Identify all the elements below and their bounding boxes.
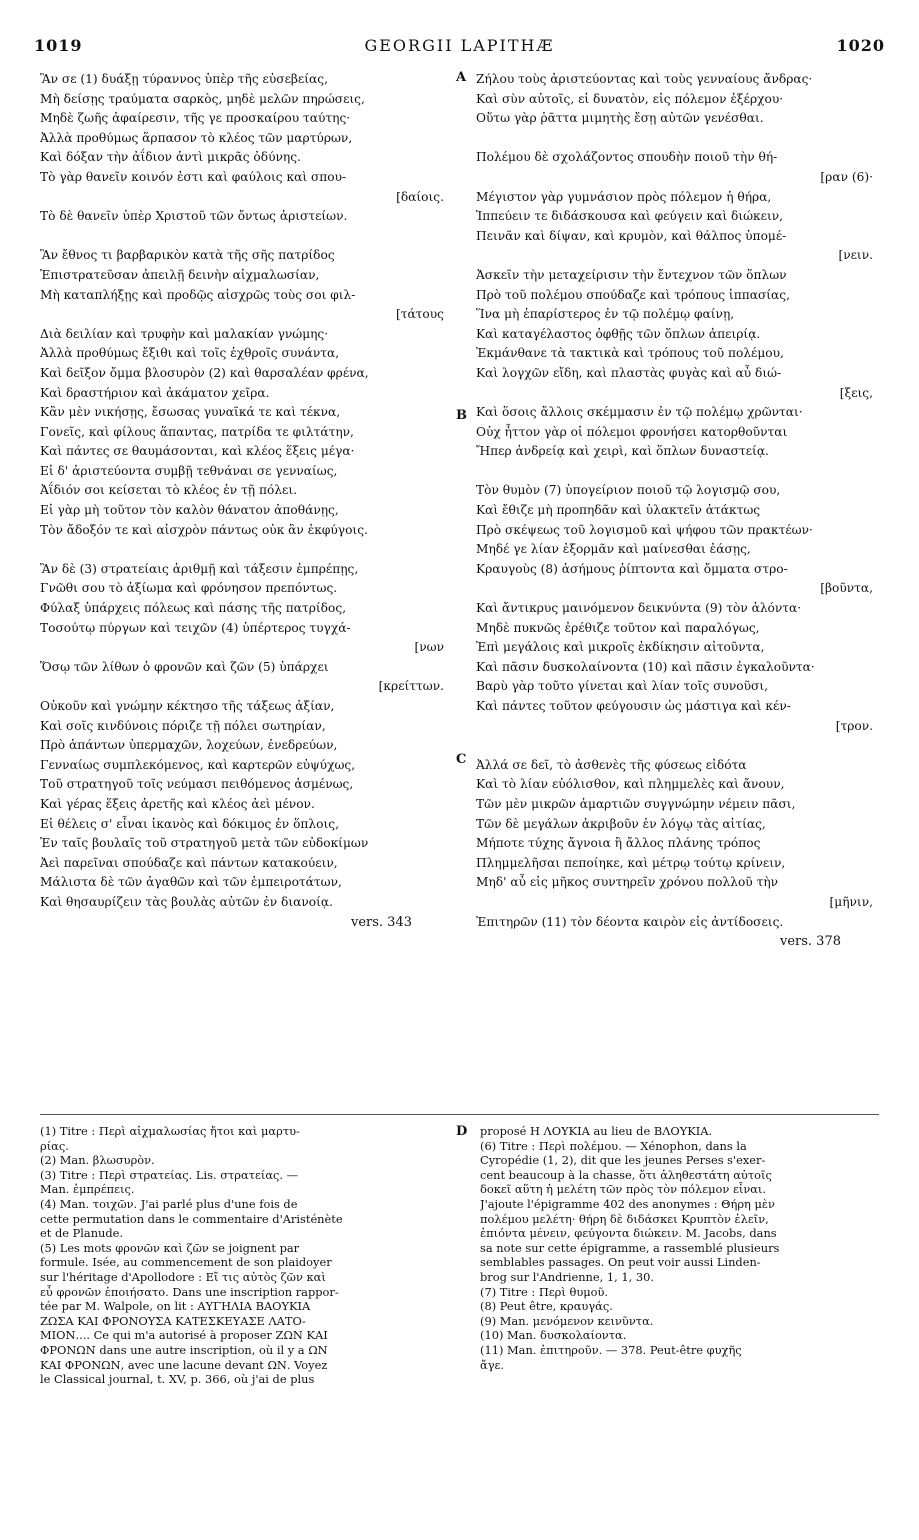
- verse-line: Καὶ θησαυρίζειν τὰς βουλὰς αὐτῶν ἐν διανοίᾳ.: [40, 894, 334, 909]
- verse-line: Κἂν μὲν νικήσῃς, ἔσωσας γυναῖκά τε καὶ τέκνα,: [40, 405, 341, 420]
- footnote-line: sur l'héritage d'Apollodore : Εἴ τις αὐτὸς ζῶν καὶ: [40, 1269, 326, 1284]
- left-verse-column: [40, 70, 452, 932]
- verse-line: Ἵνα μὴ ἐπαρίστερος ἐν τῷ πολέμῳ φαίνῃ,: [476, 307, 735, 322]
- page-number-left: 1019: [34, 36, 83, 55]
- verse-line: Καὶ γέρας ἕξεις ἀρετῆς καὶ κλέος ἀεὶ μένον.: [40, 796, 315, 811]
- verse-line: Τῶν μὲν μικρῶν ἁμαρτιῶν συγγνώμην νέμειν πᾶσι,: [476, 796, 796, 811]
- verse-line: Μηδὲ ζωῆς ἀφαίρεσιν, τῆς γε προσκαίρου ταύτης·: [40, 111, 351, 126]
- footnote-line: (7) Titre : Περὶ θυμοῦ.: [480, 1284, 609, 1299]
- stanza: [40, 246, 452, 305]
- verse-line: Μηδέ γε λίαν ἐξορμᾶν καὶ μαίνεσθαι ἐάσῃς,: [476, 542, 751, 557]
- verse-line: Τοῦ στρατηγοῦ τοῖς νεύμασι πειθόμενος ἀσμένως,: [40, 777, 354, 792]
- verse-line: Ἐπιστρατεῦσαν ἀπειλῇ δεινὴν αἰχμαλωσίαν,: [40, 267, 320, 282]
- footnote-line: δοκεῖ αὕτη ἡ μελέτη τῶν πρὸς τὸν πόλεμον εἶναι.: [480, 1182, 767, 1197]
- stanza: [40, 658, 452, 678]
- running-title: GEORGII LAPITHÆ: [364, 36, 555, 55]
- line-continuation: [νων: [414, 640, 444, 655]
- line-continuation: [τρον.: [835, 718, 873, 733]
- verse-line: Ἀεὶ παρεῖναι σπούδαζε καὶ πάντων κατακούειν,: [40, 855, 338, 870]
- verse-line: Ζήλου τοὺς ἀριστεύοντας καὶ τοὺς γενναίους ἄνδρας·: [476, 72, 813, 86]
- stanza: [476, 913, 881, 933]
- stanza: [476, 266, 881, 384]
- verse-line: Πρὸ σκέψεως τοῦ λογισμοῦ καὶ ψήφου τῶν πρακτέων·: [476, 522, 813, 537]
- verse-line: Μηδ' αὖ εἰς μῆκος συντηρεῖν χρόνου πολλοῦ τὴν: [476, 875, 779, 890]
- footnote-line: formule. Isée, au commencement de son plaidoyer: [40, 1255, 332, 1270]
- verse-line: Βαρὺ γὰρ τοῦτο γίνεται καὶ λίαν τοῖς συνοῦσι,: [476, 679, 768, 694]
- footnote-line: (5) Les mots φρονῶν καὶ ζῶν se joignent par: [40, 1240, 300, 1255]
- footnote-line: J'ajoute l'épigramme 402 des anonymes : Θήρη μὲν: [480, 1196, 775, 1211]
- footnote-line: ΖΩΣΑ ΚΑΙ ΦΡΟΝΟΥΣΑ ΚΑΤΕΣΚΕΥΑΣΕ ΛΑΤΟ-: [40, 1313, 306, 1328]
- footnote-line: (9) Man. μενόμενον κεινῦντα.: [480, 1313, 654, 1328]
- verse-line: Καὶ πᾶσιν δυσκολαίνοντα (10) καὶ πᾶσιν ἐγκαλοῦντα·: [476, 659, 815, 674]
- line-continuation: [κρείττων.: [378, 679, 444, 694]
- footnote-line: Cyropédie (1, 2), dit que les jeunes Perses s'exer-: [480, 1153, 766, 1168]
- margin-letter-b: B: [456, 408, 467, 423]
- footnote-line: et de Planude.: [40, 1226, 124, 1241]
- verse-line: Ἀλλὰ προθύμως ἅρπασον τὸ κλέος τῶν μαρτύρων,: [40, 130, 353, 145]
- verse-line: Πρὸ τοῦ πολέμου σπούδαζε καὶ τρόπους ἱππασίας,: [476, 287, 790, 302]
- footnote-line: tée par M. Walpole, on lit : ΑΥΓΗΛΙΑ ΒΑΟΥΚΙΑ: [40, 1299, 311, 1314]
- verse-line: Εἰ γὰρ μὴ τοῦτον τὸν καλὸν θάνατον ἀποθάνῃς,: [40, 503, 339, 518]
- verse-line: Ἱππεύειν τε διδάσκουσα καὶ φεύγειν καὶ διώκειν,: [476, 209, 784, 224]
- footnote-line: (3) Titre : Περὶ στρατείας. Lis. στρατείας. —: [40, 1167, 299, 1182]
- line-continuation: [τάτους: [395, 307, 444, 322]
- verse-line: Καὶ πάντες τοῦτον φεύγουσιν ὡς μάστιγα καὶ κέν-: [476, 699, 791, 713]
- running-header: [34, 36, 885, 62]
- verse-line: Ἐπὶ μεγάλοις καὶ μικροῖς ἐκδίκησιν αἰτοῦντα,: [476, 640, 765, 655]
- line-continuation: [ξεις,: [839, 385, 873, 400]
- footnote-line: cette permutation dans le commentaire d'Aristénète: [40, 1211, 343, 1226]
- verse-line: Πεινᾶν καὶ δίψαν, καὶ κρυμὸν, καὶ θάλπος ὑπομέ-: [476, 228, 787, 243]
- stanza: [476, 148, 881, 168]
- verse-line: Οὕτω γὰρ ῥᾶττα μιμητὴς ἔσῃ αὐτῶν γενέσθαι.: [476, 111, 764, 126]
- footnote-line: Man. ἐμπρέπεις.: [40, 1182, 135, 1197]
- verse-line: Τοσούτῳ πύργων καὶ τειχῶν (4) ὑπέρτερος τυγχά-: [40, 620, 351, 635]
- stanza: [476, 481, 881, 579]
- stanza: [40, 697, 452, 913]
- line-continuation: [νειν.: [838, 248, 873, 263]
- verse-line: Καὶ δόξαν τὴν ἀΐδιον ἀντὶ μικρᾶς ὀδύνης.: [40, 150, 301, 165]
- verse-line: Πρὸ ἁπάντων ὑπερμαχῶν, λοχεύων, ἐνεδρεύων,: [40, 738, 338, 753]
- verse-line: Καὶ ὅσοις ἄλλοις σκέμμασιν ἐν τῷ πολέμῳ χρῶνται·: [476, 405, 803, 420]
- verse-line: Ἂν σε (1) δυάξῃ τύραννος ὑπὲρ τῆς εὐσεβείας,: [40, 72, 328, 86]
- verse-line: Πλημμελῆσαι πεποίηκε, καὶ μέτρῳ τούτῳ κρίνειν,: [476, 855, 786, 870]
- verse-line: Τὸν ἄδοξόν τε καὶ αἰσχρὸν πάντως οὐκ ἂν ἐκφύγοις.: [40, 522, 368, 537]
- verse-line: Πολέμου δὲ σχολάζοντος σπουδὴν ποιοῦ τὴν θή-: [476, 150, 778, 165]
- footnote-line: εὖ φρονῶν ἐποιήσατο. Dans une inscription rappor-: [40, 1284, 339, 1299]
- verse-line: Καὶ τὸ λίαν εὐόλισθον, καὶ πλημμελὲς καὶ ἄνουν,: [476, 777, 785, 792]
- margin-letter-a: A: [456, 70, 467, 85]
- verse-line: Καὶ δεῖξον ὄμμα βλοσυρὸν (2) καὶ θαρσαλέαν φρένα,: [40, 365, 369, 380]
- verse-line: Καὶ σὺν αὐτοῖς, εἰ δυνατὸν, εἰς πόλεμον ἐξέρχου·: [476, 91, 784, 106]
- footnote-line: (1) Titre : Περὶ αἰχμαλωσίας ἤτοι καὶ μαρτυ-: [40, 1124, 300, 1138]
- verse-line: Ὅσῳ τῶν λίθων ὁ φρονῶν καὶ ζῶν (5) ὑπάρχει: [40, 659, 329, 674]
- right-verse-column: [476, 70, 881, 952]
- verse-line: Οὐχ ἧττον γὰρ οἱ πόλεμοι φρονήσει κατορθοῦνται: [476, 424, 788, 439]
- stanza: [476, 188, 881, 247]
- verse-line: Εἰ δ' ἀριστεύοντα συμβῇ τεθνάναι σε γενναίως,: [40, 463, 338, 478]
- stanza: [476, 70, 881, 129]
- stanza: [476, 403, 881, 462]
- verse-number: vers. 378: [779, 934, 841, 950]
- verse-line: Γνῶθι σου τὸ ἀξίωμα καὶ φρόνησον πρεπόντως.: [40, 581, 338, 596]
- footnote-line: le Classical journal, t. XV, p. 366, où j'ai de plus: [40, 1372, 315, 1387]
- line-continuation: [βοῦντα,: [820, 581, 873, 596]
- footnotes-left: [40, 1124, 460, 1387]
- footnote-line: ΦΡΟΝΩΝ dans une autre inscription, où il y a ΩΝ: [40, 1342, 328, 1357]
- verse-line: Καὶ ἄντικρυς μαινόμενον δεικνύντα (9) τὸν ἀλόντα·: [476, 601, 802, 616]
- verse-line: Ἀλλά σε δεῖ, τὸ ἀσθενὲς τῆς φύσεως εἰδότα: [476, 757, 747, 772]
- verse-line: Τῶν δὲ μεγάλων ἀκριβοῦν ἐν λόγῳ τὰς αἰτίας,: [476, 816, 766, 831]
- footnote-line: (4) Man. τοιχῶν. J'ai parlé plus d'une fois de: [40, 1196, 298, 1211]
- verse-line: Διὰ δειλίαν καὶ τρυφὴν καὶ μαλακίαν γνώμης·: [40, 326, 329, 341]
- verse-line: Μάλιστα δὲ τῶν ἀγαθῶν καὶ τῶν ἐμπειροτάτων,: [40, 875, 342, 890]
- footnote-line: ΚΑΙ ΦΡΟΝΩΝ, avec une lacune devant ΩΝ. Voyez: [40, 1357, 328, 1372]
- line-continuation: [ραν (6)·: [820, 169, 873, 184]
- verse-line: Ἐκμάνθανε τὰ τακτικὰ καὶ τρόπους τοῦ πολέμου,: [476, 346, 784, 361]
- verse-line: Καὶ πάντες σε θαυμάσονται, καὶ κλέος ἕξεις μέγα·: [40, 444, 355, 459]
- footnote-line: ρίας.: [40, 1138, 69, 1153]
- verse-line: Καὶ λογχῶν εἴδη, καὶ πλαστὰς φυγὰς καὶ αὖ διώ-: [476, 365, 782, 380]
- stanza: [40, 70, 452, 188]
- footnote-line: sa note sur cette épigramme, a rassemblé plusieurs: [480, 1240, 780, 1255]
- line-continuation: [μῆνιν,: [829, 894, 873, 909]
- verse-line: Κραυγοὺς (8) ἀσήμους ῥίπτοντα καὶ ὄμματα στρο-: [476, 561, 788, 576]
- page-number-right: 1020: [836, 36, 885, 55]
- footnote-line: brog sur l'Andrienne, 1, 1, 30.: [480, 1269, 654, 1284]
- verse-line: Ἤπερ ἀνδρείᾳ καὶ χειρὶ, καὶ ὅπλων δυναστείᾳ.: [476, 444, 769, 459]
- verse-line: Γονεῖς, καὶ φίλους ἅπαντας, πατρίδα τε φιλτάτην,: [40, 424, 354, 439]
- footnote-line: ἐπιόντα μένειν, φεύγοντα διώκειν. M. Jacobs, dans: [480, 1226, 777, 1241]
- verse-line: Φύλαξ ὑπάρχεις πόλεως καὶ πάσης τῆς πατρίδος,: [40, 601, 347, 616]
- footnote-line: πολέμου μελέτη· θήρη δὲ διδάσκει Κρυπτὸν ἐλεῖν,: [480, 1211, 769, 1226]
- verse-line: Μέγιστον γὰρ γυμνάσιον πρὸς πόλεμον ἡ θήρα,: [476, 189, 772, 204]
- verse-line: Καὶ δραστήριον καὶ ἀκάματον χεῖρα.: [40, 385, 270, 400]
- line-continuation: [δαίοις.: [396, 189, 444, 204]
- footnote-line: (2) Man. βλωσυρὸν.: [40, 1153, 155, 1168]
- verse-line: Τὸ δὲ θανεῖν ὑπὲρ Χριστοῦ τῶν ὄντως ἀριστείων.: [40, 209, 348, 224]
- footnote-line: ΜΙΟΝ.... Ce qui m'a autorisé à proposer ΖΩΝ ΚΑΙ: [40, 1328, 328, 1343]
- footnote-line: (8) Peut être, κραυγάς.: [480, 1299, 613, 1314]
- verse-line: Μήποτε τύχης ἄγνοια ἢ ἄλλος πλάνης τρόπος: [476, 836, 761, 851]
- verse-line: Μὴ δείσῃς τραύματα σαρκὸς, μηδὲ μελῶν πηρώσεις,: [40, 91, 365, 106]
- verse-line: Ἀΐδιόν σοι κείσεται τὸ κλέος ἐν τῇ πόλει.: [40, 483, 298, 498]
- verse-line: Ἀλλὰ προθύμως ἔξιθι καὶ τοῖς ἐχθροῖς συνάντα,: [40, 346, 340, 361]
- verse-line: Ἐπιτηρῶν (11) τὸν δέοντα καιρὸν εἰς ἀντίδοσεις.: [476, 914, 784, 929]
- stanza: [476, 599, 881, 717]
- verse-line: Τὸ γὰρ θανεῖν κοινόν ἐστι καὶ φαύλοις καὶ σπου-: [40, 169, 347, 184]
- verse-line: Εἰ θέλεις σ' εἶναι ἱκανὸς καὶ δόκιμος ἐν ὅπλοις,: [40, 816, 339, 831]
- verse-line: Καὶ ἔθιζε μὴ προπηδᾶν καὶ ὑλακτεῖν ἀτάκτως: [476, 503, 761, 518]
- footnote-line: cent beaucoup à la chasse, ὅτι ἀληθεστάτη αὐτοῖς: [480, 1167, 772, 1182]
- footnotes-right: [480, 1124, 885, 1372]
- stanza: [476, 756, 881, 893]
- footnote-rule: [40, 1114, 879, 1115]
- verse-line: Γενναίως συμπλεκόμενος, καὶ καρτερῶν εὐψύχως,: [40, 757, 356, 772]
- stanza: [40, 560, 452, 638]
- stanza: [40, 325, 452, 541]
- margin-letter-c: C: [456, 752, 467, 767]
- verse-line: Καὶ καταγέλαστος ὀφθῇς τῶν ὅπλων ἀπειρίᾳ.: [476, 326, 761, 341]
- verse-line: Οὐκοῦν καὶ γνώμην κέκτησο τῆς τάξεως ἀξίαν,: [40, 699, 335, 713]
- margin-letter-d: D: [456, 1124, 468, 1139]
- verse-line: Ἂν δὲ (3) στρατείαις ἀριθμῇ καὶ τάξεσιν ἐμπρέπῃς,: [40, 561, 359, 576]
- footnote-line: proposé Η ΛΟΥΚΙΑ au lieu de ΒΛΟΥΚΙΑ.: [480, 1124, 713, 1138]
- verse-number: vers. 343: [350, 914, 412, 930]
- verse-line: Μηδὲ πυκνῶς ἐρέθιζε τοῦτον καὶ παραλόγως,: [476, 620, 760, 635]
- verse-line: Καὶ σοῖς κινδύνοις πόριζε τῇ πόλει σωτηρίαν,: [40, 718, 326, 733]
- verse-line: Ἐν ταῖς βουλαῖς τοῦ στρατηγοῦ μετὰ τῶν εὐδοκίμων: [40, 836, 369, 851]
- verse-line: Μὴ καταπλήξῃς καὶ προδῷς αἰσχρῶς τοὺς σοι φιλ-: [40, 287, 356, 302]
- footnote-line: semblables passages. On peut voir aussi Linden-: [480, 1255, 761, 1270]
- verse-line: Ἀσκεῖν τὴν μεταχείρισιν τὴν ἔντεχνον τῶν ὅπλων: [476, 267, 787, 282]
- footnote-line: (6) Titre : Περὶ πολέμου. — Xénophon, dans la: [480, 1138, 747, 1153]
- footnote-line: (10) Man. δυσκολαίοντα.: [480, 1328, 627, 1343]
- verse-line: Τὸν θυμὸν (7) ὑπογείριον ποιοῦ τῷ λογισμῷ σου,: [476, 483, 781, 498]
- footnote-line: ἄγε.: [480, 1357, 505, 1372]
- footnote-line: (11) Man. ἐπιτηροῦν. — 378. Peut-être φυχῆς: [480, 1342, 742, 1357]
- verse-line: Ἂν ἔθνος τι βαρβαρικὸν κατὰ τῆς σῆς πατρίδος: [40, 248, 335, 263]
